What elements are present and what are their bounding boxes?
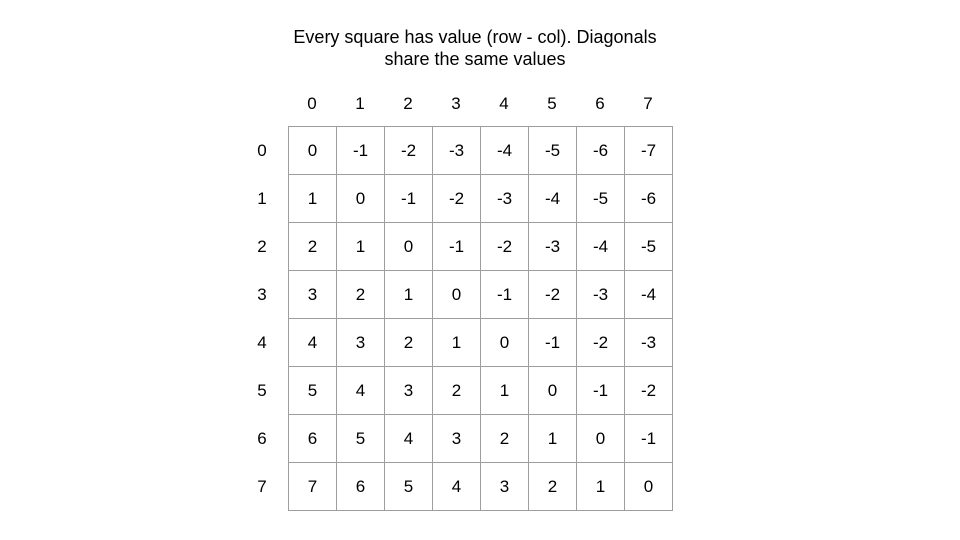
grid-cell: 5 — [289, 367, 337, 415]
grid-cell: 1 — [577, 463, 625, 511]
grid-cell: 3 — [433, 415, 481, 463]
grid-cell: -3 — [529, 223, 577, 271]
grid-cell: -1 — [385, 175, 433, 223]
grid-cell: -3 — [481, 175, 529, 223]
grid-cell: 3 — [289, 271, 337, 319]
grid-cell: 2 — [481, 415, 529, 463]
grid-cell: 1 — [385, 271, 433, 319]
row-label: 1 — [257, 189, 267, 208]
grid-cell: 3 — [481, 463, 529, 511]
grid-cell: 1 — [433, 319, 481, 367]
grid-cell: -3 — [625, 319, 673, 367]
title-line-2: share the same values — [384, 49, 566, 69]
row-label: 3 — [257, 285, 267, 304]
grid-cell: 0 — [433, 271, 481, 319]
column-label: 5 — [547, 94, 557, 113]
grid-cell: 0 — [625, 463, 673, 511]
grid-cell: -3 — [577, 271, 625, 319]
grid-cell: -4 — [625, 271, 673, 319]
column-label: 2 — [403, 94, 413, 113]
grid-cell: 3 — [385, 367, 433, 415]
grid-cell: 0 — [577, 415, 625, 463]
grid-cell: -2 — [625, 367, 673, 415]
grid-cell: -7 — [625, 127, 673, 175]
grid-cell: 2 — [289, 223, 337, 271]
grid-cell: 6 — [337, 463, 385, 511]
row-label: 5 — [257, 381, 267, 400]
grid-cell: 2 — [433, 367, 481, 415]
grid-cell: 0 — [385, 223, 433, 271]
grid-cell: 5 — [337, 415, 385, 463]
grid-cell: -6 — [625, 175, 673, 223]
grid-cell: -5 — [529, 127, 577, 175]
row-label: 7 — [257, 477, 267, 496]
grid-cell: -5 — [577, 175, 625, 223]
grid-cell: -2 — [577, 319, 625, 367]
grid-cell: -2 — [529, 271, 577, 319]
grid-cell: 2 — [385, 319, 433, 367]
grid-cell: 3 — [337, 319, 385, 367]
row-label: 2 — [257, 237, 267, 256]
column-label: 7 — [643, 94, 653, 113]
grid-cell: -1 — [577, 367, 625, 415]
column-label: 4 — [499, 94, 509, 113]
grid-cell: 5 — [385, 463, 433, 511]
row-label: 0 — [257, 141, 267, 160]
row-label: 4 — [257, 333, 267, 352]
grid-cell: 1 — [529, 415, 577, 463]
grid-cell: 1 — [481, 367, 529, 415]
grid-cell: 0 — [481, 319, 529, 367]
row-label: 6 — [257, 429, 267, 448]
column-label: 3 — [451, 94, 461, 113]
grid-cell: -4 — [529, 175, 577, 223]
grid-cell: -4 — [577, 223, 625, 271]
grid-cell: -2 — [481, 223, 529, 271]
grid-cell: 4 — [337, 367, 385, 415]
grid-cell: -4 — [481, 127, 529, 175]
grid-cell: -1 — [529, 319, 577, 367]
column-label: 0 — [307, 94, 317, 113]
grid-cell: -2 — [385, 127, 433, 175]
grid-cell: -1 — [481, 271, 529, 319]
grid-cell: -5 — [625, 223, 673, 271]
grid-cell: 2 — [337, 271, 385, 319]
grid-cell: 0 — [529, 367, 577, 415]
diagram-title — [0, 26, 950, 70]
grid-cell: 2 — [529, 463, 577, 511]
grid-cell: 0 — [337, 175, 385, 223]
grid-cell: -3 — [433, 127, 481, 175]
grid-cell: -1 — [433, 223, 481, 271]
grid-cell: -1 — [625, 415, 673, 463]
column-label: 1 — [355, 94, 365, 113]
grid-cell: -1 — [337, 127, 385, 175]
grid-cell: 7 — [289, 463, 337, 511]
grid-cell: 6 — [289, 415, 337, 463]
grid-cell: 1 — [289, 175, 337, 223]
column-label: 6 — [595, 94, 605, 113]
grid-cell: 4 — [433, 463, 481, 511]
grid-cell: -2 — [433, 175, 481, 223]
value-grid — [288, 126, 673, 511]
grid-cell: 1 — [337, 223, 385, 271]
grid-cell: 4 — [289, 319, 337, 367]
grid-cell: 4 — [385, 415, 433, 463]
title-line-1: Every square has value (row - col). Diagonals — [293, 27, 657, 47]
grid-cell: -6 — [577, 127, 625, 175]
grid-cell: 0 — [289, 127, 337, 175]
